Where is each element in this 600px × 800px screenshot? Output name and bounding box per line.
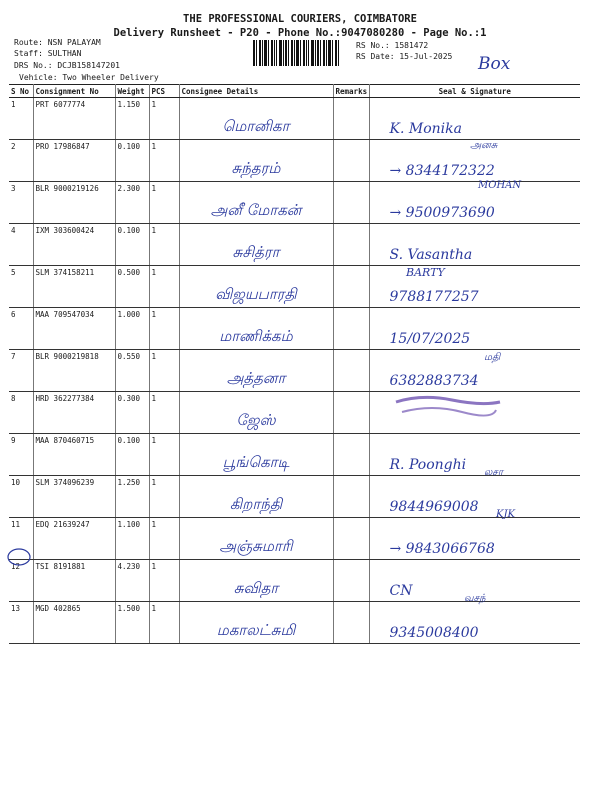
row-weight: 0.100 [115, 224, 149, 266]
row-seal-signature: 15/07/2025 [369, 308, 580, 350]
row-weight: 2.300 [115, 182, 149, 224]
row-sno: 7 [9, 350, 33, 392]
row-remarks [333, 560, 369, 602]
note-row-11: KJK [496, 509, 515, 520]
table-row [9, 518, 580, 560]
col-header-sno: S No [9, 85, 33, 98]
row-remarks [333, 392, 369, 434]
staff-label: Staff: SULTHAN [14, 49, 82, 58]
row-consignment-no: MGD 402865 [33, 602, 115, 644]
row-remarks [333, 182, 369, 224]
box-handwritten-note: Box [478, 54, 511, 74]
row-consignment-no: HRD 362277384 [33, 392, 115, 434]
row-pcs: 1 [149, 476, 179, 518]
row-consignee: ஜேஸ் [179, 392, 333, 434]
row-consignment-no: IXM 303600424 [33, 224, 115, 266]
row-weight: 1.500 [115, 602, 149, 644]
row-weight: 0.100 [115, 434, 149, 476]
row-weight: 0.100 [115, 140, 149, 182]
row-pcs: 1 [149, 224, 179, 266]
row-consignee: சுசித்ரா [179, 224, 333, 266]
runsheet-table [9, 84, 580, 644]
col-header-consignee: Consignee Details [179, 85, 333, 98]
row-sno: 10 [9, 476, 33, 518]
row-seal-signature: → 9843066768 [369, 518, 580, 560]
row-sno: 12 [9, 560, 33, 602]
note-row-2: அனசு [470, 140, 498, 151]
col-header-pcs: PCS [149, 85, 179, 98]
row-remarks [333, 224, 369, 266]
rs-date: RS Date: 15-Jul-2025 [356, 52, 453, 61]
row-pcs: 1 [149, 392, 179, 434]
row-remarks [333, 140, 369, 182]
row-sno: 2 [9, 140, 33, 182]
row-weight: 0.550 [115, 350, 149, 392]
row-weight: 4.230 [115, 560, 149, 602]
row-consignee: மாணிக்கம் [179, 308, 333, 350]
row-consignee: பூங்கொடி [179, 434, 333, 476]
note-row-13: வசந் [464, 593, 486, 604]
row-sno: 1 [9, 98, 33, 140]
barcode-image [253, 40, 339, 66]
row-consignment-no: SLM 374096239 [33, 476, 115, 518]
row-seal-signature: 9345008400 [369, 602, 580, 644]
row-weight: 1.000 [115, 308, 149, 350]
row-consignee: விஜயபாரதி [179, 266, 333, 308]
row-consignee: அனீ மோகன் [179, 182, 333, 224]
row-remarks [333, 350, 369, 392]
table-row [9, 98, 580, 140]
row-consignment-no: TSI 8191881 [33, 560, 115, 602]
note-row-10: லசா [484, 467, 504, 478]
row-pcs: 1 [149, 266, 179, 308]
row-sno: 5 [9, 266, 33, 308]
row-pcs: 1 [149, 560, 179, 602]
row-seal-signature: 9844969008 [369, 476, 580, 518]
row-weight: 0.500 [115, 266, 149, 308]
row-weight: 0.300 [115, 392, 149, 434]
col-header-weight: Weight [115, 85, 149, 98]
row-seal-signature: S. Vasantha [369, 224, 580, 266]
table-row [9, 308, 580, 350]
row-seal-signature: → 9500973690 [369, 182, 580, 224]
drs-number: DRS No.: DCJB158147201 [14, 61, 120, 70]
row-consignee: மகாலட்சுமி [179, 602, 333, 644]
row-remarks [333, 476, 369, 518]
table-row [9, 602, 580, 644]
row-consignee: அஞ்சுமாரி [179, 518, 333, 560]
row-seal-signature: 6382883734 [369, 350, 580, 392]
row-sno: 6 [9, 308, 33, 350]
row-seal-signature: R. Poonghi [369, 434, 580, 476]
table-header-row [9, 85, 580, 98]
rs-number: RS No.: 1581472 [356, 41, 429, 50]
row-weight: 1.100 [115, 518, 149, 560]
row-consignee: சுந்தரம் [179, 140, 333, 182]
row-seal-signature: K. Monika [369, 98, 580, 140]
table-row [9, 224, 580, 266]
row-consignment-no: MAA 870460715 [33, 434, 115, 476]
row-pcs: 1 [149, 602, 179, 644]
row-pcs: 1 [149, 140, 179, 182]
row-pcs: 1 [149, 434, 179, 476]
route-label: Route: NSN PALAYAM [14, 38, 101, 47]
row-sno: 8 [9, 392, 33, 434]
row-remarks [333, 602, 369, 644]
row-remarks [333, 98, 369, 140]
note-row-5: BARTY [406, 266, 445, 279]
row-8-stamp-scribble [392, 392, 504, 424]
row-pcs: 1 [149, 182, 179, 224]
row-remarks [333, 518, 369, 560]
row-consignment-no: BLR 9000219126 [33, 182, 115, 224]
row-pcs: 1 [149, 308, 179, 350]
row-weight: 1.150 [115, 98, 149, 140]
row-12-circle-mark [6, 547, 32, 567]
row-consignee: கிறாந்தி [179, 476, 333, 518]
vehicle-label: Vehicle: Two Wheeler Delivery [19, 73, 159, 82]
row-remarks [333, 434, 369, 476]
row-sno: 4 [9, 224, 33, 266]
row-consignment-no: PRO 17986847 [33, 140, 115, 182]
note-row-3: MOHAN [478, 180, 522, 191]
row-consignment-no: PRT 6077774 [33, 98, 115, 140]
row-remarks [333, 266, 369, 308]
row-consignment-no: SLM 374158211 [33, 266, 115, 308]
row-consignee: சுவிதா [179, 560, 333, 602]
col-header-remarks: Remarks [333, 85, 369, 98]
row-consignment-no: BLR 9000219818 [33, 350, 115, 392]
row-consignee: மொனிகா [179, 98, 333, 140]
row-sno: 3 [9, 182, 33, 224]
note-row-7: மதி [484, 352, 501, 363]
row-consignment-no: MAA 709547034 [33, 308, 115, 350]
row-pcs: 1 [149, 98, 179, 140]
row-consignment-no: EDQ 21639247 [33, 518, 115, 560]
row-seal-signature: CN [369, 560, 580, 602]
table-row [9, 476, 580, 518]
row-seal-signature: → 8344172322 [369, 140, 580, 182]
row-consignee: அத்தனா [179, 350, 333, 392]
row-sno: 11 [9, 518, 33, 560]
row-weight: 1.250 [115, 476, 149, 518]
row-sno: 9 [9, 434, 33, 476]
row-remarks [333, 308, 369, 350]
company-title: THE PROFESSIONAL COURIERS, COIMBATORE [183, 13, 417, 25]
row-sno: 13 [9, 602, 33, 644]
row-pcs: 1 [149, 518, 179, 560]
table-row [9, 560, 580, 602]
runsheet-subtitle: Delivery Runsheet - P20 - Phone No.:9047080280 - Page No.:1 [113, 27, 487, 39]
row-pcs: 1 [149, 350, 179, 392]
col-header-consignment: Consignment No [33, 85, 115, 98]
table-row [9, 266, 580, 308]
row-seal-signature: 9788177257 [369, 266, 580, 308]
col-header-seal: Seal & Signature [369, 85, 580, 98]
